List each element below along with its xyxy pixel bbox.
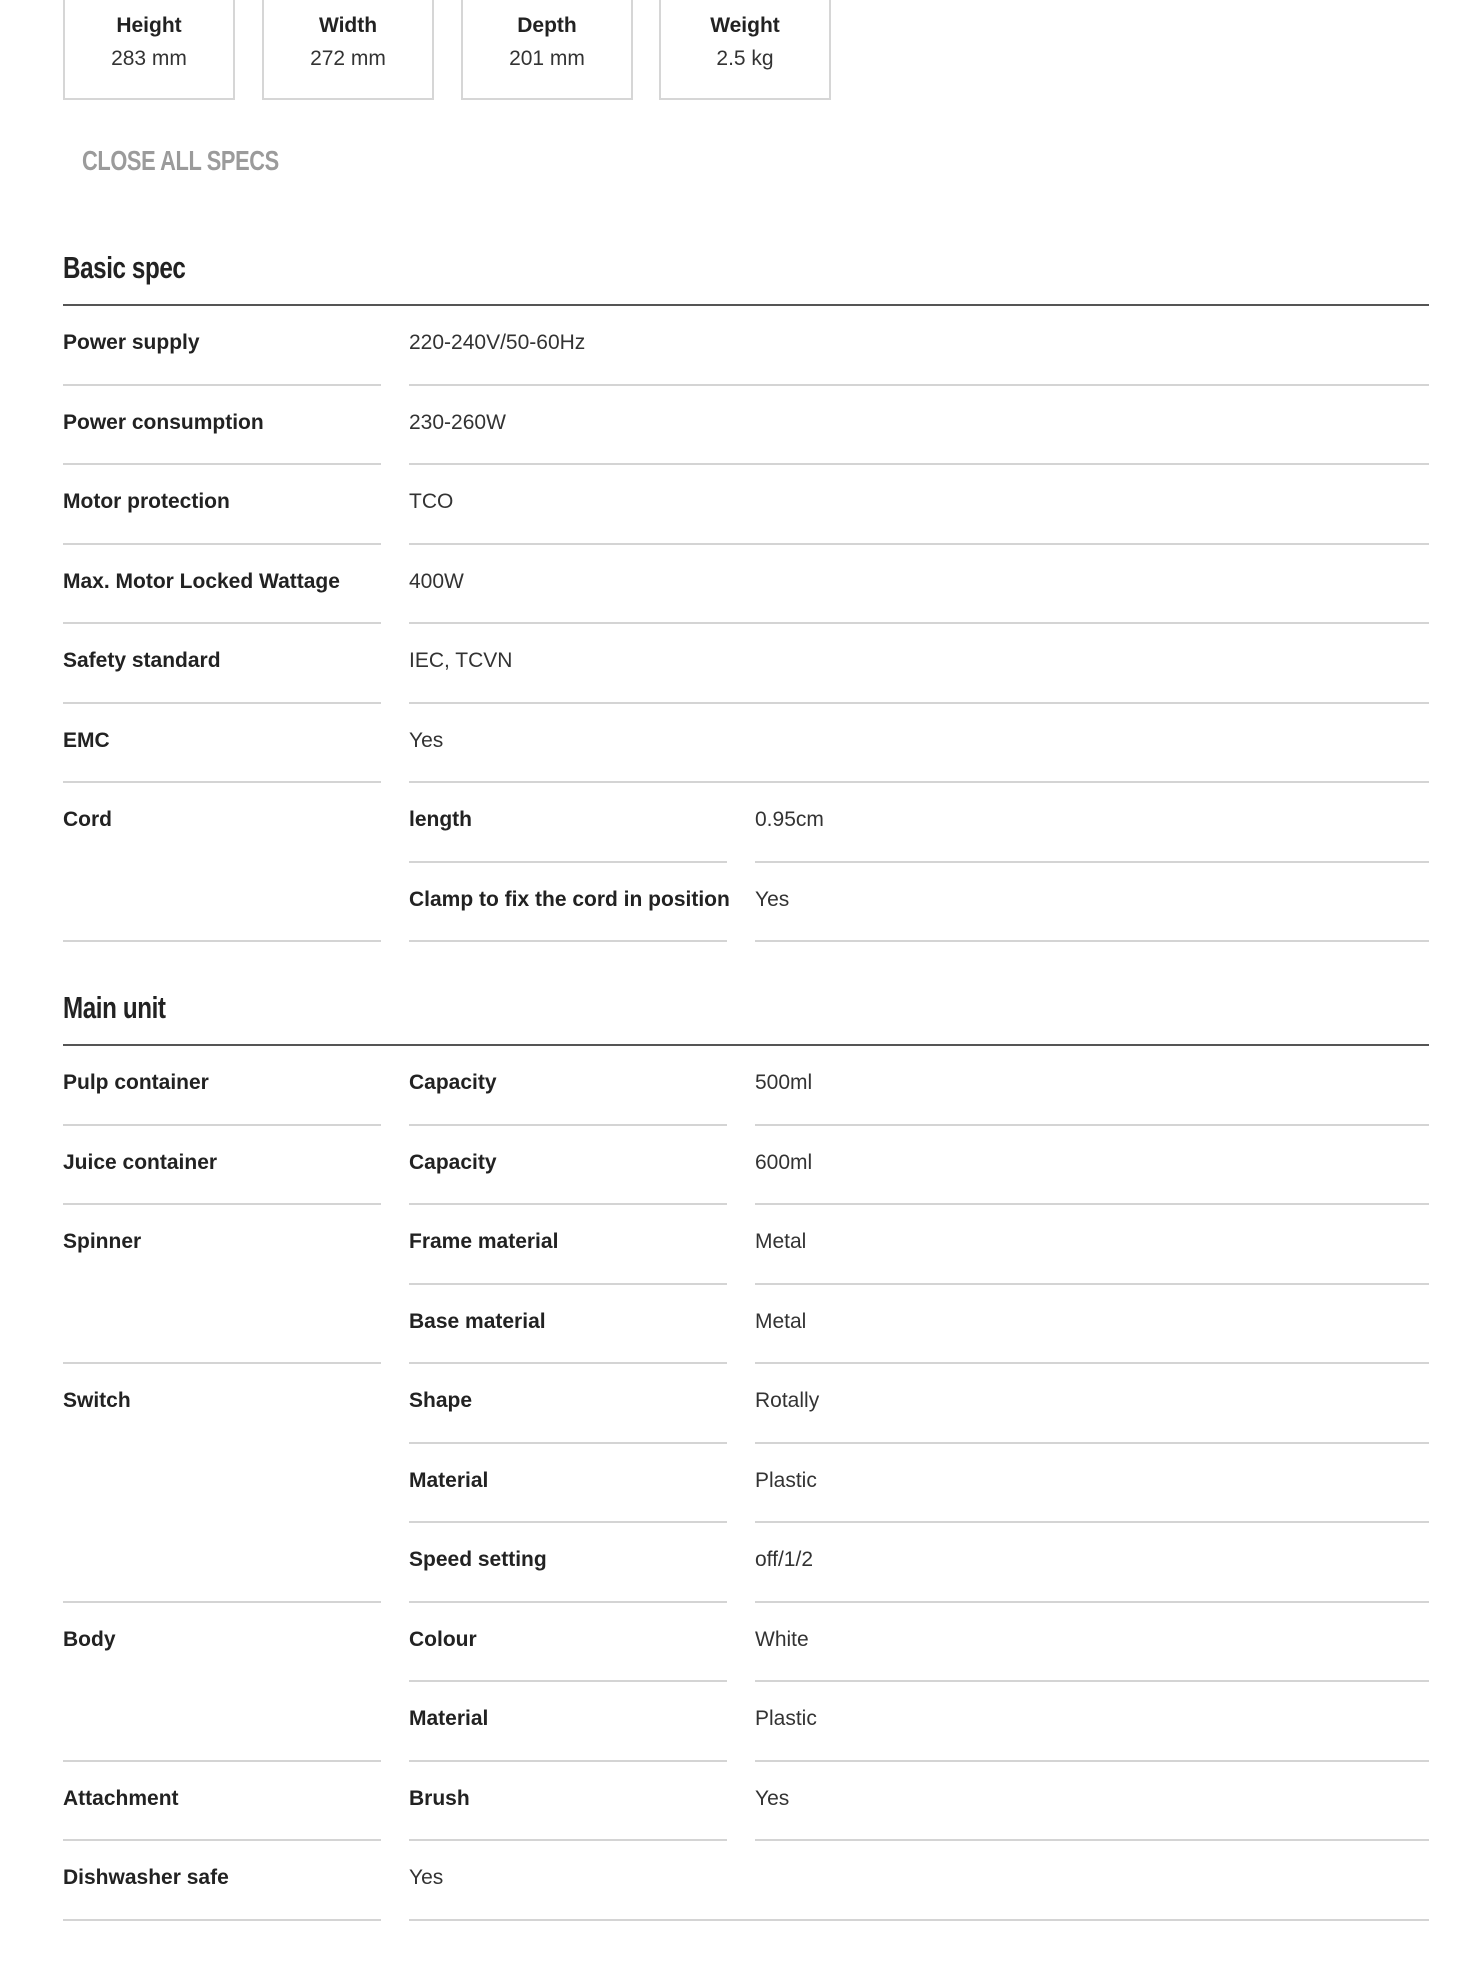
row-divider [63, 781, 381, 783]
spec-value: 0.95cm [755, 808, 824, 831]
spec-sub-label: Capacity [409, 1071, 497, 1094]
row-divider [63, 1203, 381, 1205]
spec-value: 400W [409, 569, 464, 593]
spec-label: Dishwasher safe [63, 1866, 229, 1889]
spec-label: Spinner [63, 1230, 142, 1253]
row-divider [63, 384, 381, 386]
row-divider [755, 861, 1429, 863]
row-divider [409, 1203, 727, 1205]
spec-value: Yes [409, 728, 444, 752]
row-divider [755, 1203, 1429, 1205]
spec-label: Power supply [63, 331, 200, 354]
dimension-value: 283 mm [111, 47, 187, 70]
dimension-value: 201 mm [509, 47, 585, 70]
row-divider [409, 1919, 1429, 1921]
spec-label: Max. Motor Locked Wattage [63, 569, 340, 593]
row-divider [755, 940, 1429, 942]
row-divider [755, 1760, 1429, 1762]
row-divider [409, 702, 1429, 704]
spec-value: White [755, 1627, 809, 1651]
row-divider [63, 1839, 381, 1841]
row-divider [63, 463, 381, 465]
row-divider [63, 622, 381, 624]
dimension-value: 272 mm [310, 47, 386, 70]
spec-value: Metal [755, 1309, 807, 1333]
row-divider [409, 1839, 727, 1841]
row-divider [409, 543, 1429, 545]
spec-sub-label: Shape [409, 1389, 473, 1412]
row-divider [409, 463, 1429, 465]
spec-label: Safety standard [63, 649, 221, 672]
row-divider [63, 1601, 381, 1603]
spec-sub-label: Colour [409, 1627, 477, 1651]
spec-sub-label: Material [409, 1707, 489, 1730]
spec-value: Rotally [755, 1389, 820, 1412]
dimension-card-depth [461, 0, 633, 100]
close-all-specs-button[interactable]: CLOSE ALL SPECS [82, 145, 279, 176]
spec-value: 230-260W [409, 410, 506, 434]
spec-label: Power consumption [63, 410, 264, 434]
spec-sub-label: Clamp to fix the cord in position [409, 887, 730, 911]
row-divider [409, 384, 1429, 386]
spec-label: Pulp container [63, 1071, 209, 1094]
row-divider [755, 1521, 1429, 1523]
spec-sub-label: Base material [409, 1309, 546, 1333]
spec-sub-label: Frame material [409, 1230, 559, 1253]
dimension-card-height [63, 0, 235, 100]
spec-label: Attachment [63, 1786, 179, 1810]
row-divider [63, 543, 381, 545]
spec-label: Cord [63, 808, 112, 831]
spec-label: Juice container [63, 1150, 218, 1174]
row-divider [63, 1760, 381, 1762]
row-divider [409, 781, 1429, 783]
spec-label: Switch [63, 1389, 131, 1412]
spec-sub-label: Brush [409, 1786, 470, 1810]
spec-value: 220-240V/50-60Hz [409, 331, 586, 354]
dimension-label: Width [318, 14, 378, 37]
spec-value: 600ml [755, 1150, 813, 1174]
spec-value: TCO [409, 490, 454, 513]
dimension-label: Weight [710, 14, 780, 37]
spec-value: IEC, TCVN [409, 649, 513, 672]
row-divider [409, 1601, 727, 1603]
spec-value: Yes [755, 887, 790, 911]
row-divider [755, 1442, 1429, 1444]
row-divider [63, 940, 381, 942]
spec-sub-label: Material [409, 1468, 489, 1492]
row-divider [63, 1124, 381, 1126]
dimension-label: Depth [517, 14, 577, 37]
spec-label: Body [63, 1627, 116, 1651]
dimension-value: 2.5 kg [716, 47, 774, 70]
row-divider [409, 1442, 727, 1444]
spec-value: off/1/2 [755, 1548, 813, 1571]
row-divider [755, 1839, 1429, 1841]
row-divider [755, 1124, 1429, 1126]
row-divider [409, 1283, 727, 1285]
row-divider [755, 1362, 1429, 1364]
row-divider [755, 1680, 1429, 1682]
row-divider [409, 1680, 727, 1682]
dimension-label: Height [116, 14, 182, 37]
spec-value: Metal [755, 1230, 807, 1253]
row-divider [409, 1521, 727, 1523]
row-divider [409, 940, 727, 942]
row-divider [409, 1760, 727, 1762]
spec-value: Plastic [755, 1468, 817, 1492]
row-divider [409, 861, 727, 863]
dimension-card-weight [659, 0, 831, 100]
spec-label: EMC [63, 728, 110, 752]
row-divider [409, 622, 1429, 624]
row-divider [63, 1362, 381, 1364]
row-divider [63, 1919, 381, 1921]
spec-label: Motor protection [63, 490, 230, 513]
spec-sub-label: length [409, 808, 472, 831]
spec-value: Yes [409, 1866, 444, 1889]
dimension-card-width [262, 0, 434, 100]
row-divider [409, 1124, 727, 1126]
section-title: Main unit [63, 990, 166, 1025]
row-divider [755, 1601, 1429, 1603]
row-divider [755, 1283, 1429, 1285]
spec-sub-label: Speed setting [409, 1548, 547, 1571]
row-divider [63, 702, 381, 704]
spec-value: Yes [755, 1786, 790, 1810]
spec-sub-label: Capacity [409, 1150, 497, 1174]
spec-value: 500ml [755, 1071, 813, 1094]
section-divider [63, 1044, 1429, 1046]
section-divider [63, 304, 1429, 306]
spec-value: Plastic [755, 1707, 817, 1730]
row-divider [409, 1362, 727, 1364]
section-title: Basic spec [63, 250, 186, 285]
